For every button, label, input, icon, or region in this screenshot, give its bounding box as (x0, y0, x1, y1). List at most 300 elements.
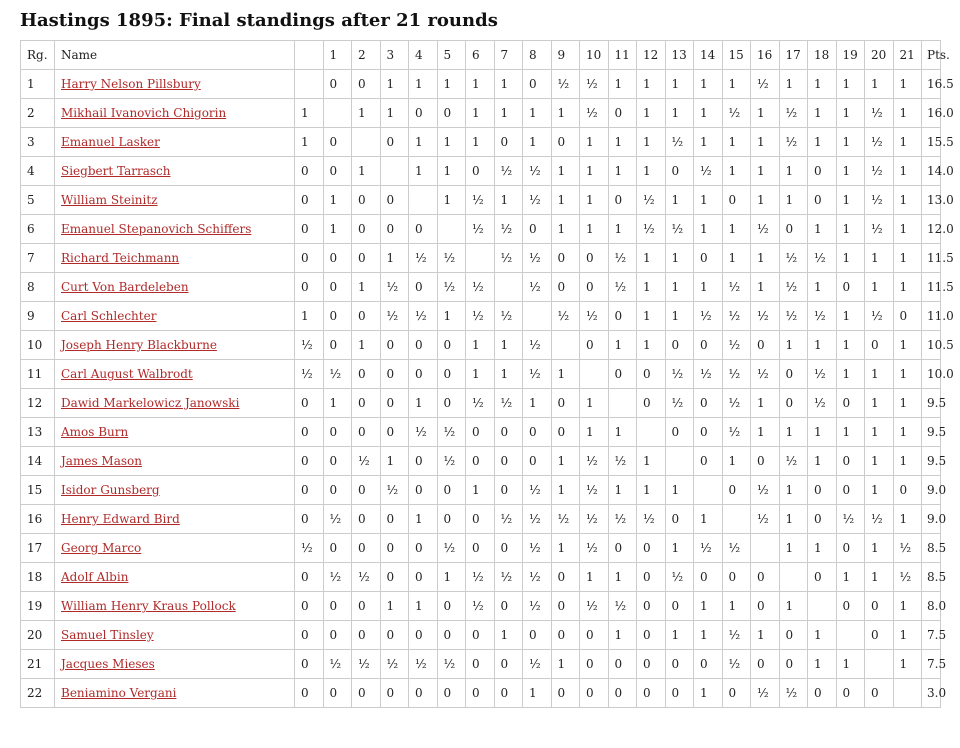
table-row (21, 389, 941, 418)
name-cell (55, 186, 295, 215)
rank-cell: 20 (21, 621, 55, 650)
name-cell (55, 360, 295, 389)
name-cell (55, 505, 295, 534)
result-cell: 0 (808, 186, 837, 215)
result-cell: 1 (836, 128, 865, 157)
result-cell: 0 (722, 186, 751, 215)
result-cell: 0 (352, 476, 381, 505)
result-cell: 0 (380, 505, 409, 534)
result-cell: 0 (295, 476, 324, 505)
result-cell: 0 (409, 215, 438, 244)
result-cell: 0 (380, 215, 409, 244)
result-cell (665, 447, 694, 476)
round-header-13: 13 (665, 41, 694, 70)
result-cell: 0 (295, 418, 324, 447)
result-cell (779, 563, 808, 592)
result-cell: 1 (779, 476, 808, 505)
player-link[interactable]: Carl August Walbrodt (61, 367, 193, 381)
points-cell: 14.0 (922, 157, 941, 186)
result-cell: 0 (893, 302, 922, 331)
result-cell: ½ (637, 215, 666, 244)
player-link[interactable]: Curt Von Bardeleben (61, 280, 189, 294)
result-cell: 1 (779, 534, 808, 563)
result-cell: 1 (409, 389, 438, 418)
result-cell (893, 679, 922, 708)
result-cell: 0 (779, 215, 808, 244)
result-cell: 1 (494, 331, 523, 360)
result-cell: 1 (893, 186, 922, 215)
result-cell: 0 (637, 621, 666, 650)
result-cell: 0 (865, 679, 894, 708)
result-cell: ½ (494, 157, 523, 186)
points-cell: 12.0 (922, 215, 941, 244)
points-cell: 8.0 (922, 592, 941, 621)
result-cell: 1 (865, 534, 894, 563)
result-cell: 0 (323, 534, 352, 563)
result-cell: ½ (580, 302, 609, 331)
result-cell: 0 (494, 447, 523, 476)
result-cell: 1 (808, 215, 837, 244)
name-cell (55, 99, 295, 128)
result-cell: 1 (779, 331, 808, 360)
result-cell: 1 (380, 592, 409, 621)
result-cell: 1 (323, 389, 352, 418)
table-row (21, 302, 941, 331)
result-cell: ½ (409, 650, 438, 679)
result-cell: ½ (494, 563, 523, 592)
player-link[interactable]: Carl Schlechter (61, 309, 157, 323)
name-cell (55, 621, 295, 650)
name-cell (55, 592, 295, 621)
result-cell: 1 (722, 215, 751, 244)
table-row (21, 447, 941, 476)
result-cell: 0 (323, 592, 352, 621)
result-cell: 1 (751, 389, 780, 418)
name-cell (55, 418, 295, 447)
result-cell: 0 (665, 592, 694, 621)
table-row (21, 273, 941, 302)
result-cell: 1 (637, 128, 666, 157)
result-cell: ½ (808, 389, 837, 418)
rank-cell: 17 (21, 534, 55, 563)
player-link[interactable]: Beniamino Vergani (61, 686, 177, 700)
result-cell: 1 (865, 70, 894, 99)
result-cell: ½ (694, 302, 723, 331)
name-cell (55, 679, 295, 708)
result-cell: 1 (608, 476, 637, 505)
result-cell: 1 (665, 186, 694, 215)
result-cell: 1 (637, 273, 666, 302)
result-cell: ½ (466, 563, 495, 592)
points-cell: 15.5 (922, 128, 941, 157)
result-cell: ½ (836, 505, 865, 534)
result-cell: 1 (551, 534, 580, 563)
result-cell: 0 (466, 621, 495, 650)
result-cell: 1 (608, 215, 637, 244)
round-header-9: 9 (551, 41, 580, 70)
result-cell: 1 (751, 418, 780, 447)
rank-cell: 1 (21, 70, 55, 99)
result-cell: 1 (466, 476, 495, 505)
round-header-7: 7 (494, 41, 523, 70)
result-cell: ½ (437, 650, 466, 679)
result-cell: 1 (694, 99, 723, 128)
result-cell: 1 (523, 128, 552, 157)
result-cell: 0 (494, 679, 523, 708)
rank-cell: 7 (21, 244, 55, 273)
player-link[interactable]: Emanuel Lasker (61, 135, 160, 149)
table-row (21, 418, 941, 447)
result-cell: 1 (836, 244, 865, 273)
result-cell: 0 (779, 650, 808, 679)
player-link[interactable]: William Henry Kraus Pollock (61, 599, 236, 613)
result-cell: 0 (437, 331, 466, 360)
result-cell: 1 (836, 99, 865, 128)
result-cell: 0 (380, 418, 409, 447)
result-cell: ½ (494, 244, 523, 273)
name-cell (55, 534, 295, 563)
result-cell: 0 (295, 186, 324, 215)
result-cell: 1 (836, 186, 865, 215)
table-row (21, 505, 941, 534)
result-cell: 1 (694, 505, 723, 534)
result-cell: 1 (836, 331, 865, 360)
result-cell: 0 (608, 302, 637, 331)
result-cell: 0 (580, 679, 609, 708)
result-cell: 0 (437, 505, 466, 534)
result-cell: ½ (323, 563, 352, 592)
result-cell: ½ (865, 128, 894, 157)
result-cell (608, 389, 637, 418)
result-cell: ½ (295, 331, 324, 360)
result-cell: 0 (865, 592, 894, 621)
result-cell (295, 70, 324, 99)
result-cell: ½ (722, 273, 751, 302)
result-cell: 1 (580, 128, 609, 157)
name-cell (55, 157, 295, 186)
name-cell (55, 273, 295, 302)
result-cell: 1 (893, 360, 922, 389)
result-cell: 0 (352, 360, 381, 389)
result-cell: 0 (808, 476, 837, 505)
result-cell (808, 592, 837, 621)
result-cell: ½ (694, 360, 723, 389)
result-cell: 0 (551, 592, 580, 621)
result-cell: ½ (494, 302, 523, 331)
result-cell: 0 (494, 534, 523, 563)
result-cell: ½ (580, 70, 609, 99)
result-cell: 1 (779, 157, 808, 186)
result-cell: ½ (694, 534, 723, 563)
result-cell: 0 (751, 563, 780, 592)
result-cell: 0 (295, 621, 324, 650)
result-cell: ½ (466, 273, 495, 302)
result-cell: ½ (865, 302, 894, 331)
result-cell: 1 (580, 418, 609, 447)
result-cell: ½ (722, 389, 751, 418)
result-cell: 1 (637, 99, 666, 128)
rank-cell: 3 (21, 128, 55, 157)
result-cell: 0 (352, 302, 381, 331)
result-cell: 1 (352, 331, 381, 360)
rank-cell: 15 (21, 476, 55, 505)
result-cell: 0 (551, 273, 580, 302)
result-cell: 1 (466, 331, 495, 360)
result-cell: ½ (751, 360, 780, 389)
result-cell: ½ (893, 534, 922, 563)
result-cell: 1 (865, 244, 894, 273)
result-cell: 0 (779, 360, 808, 389)
result-cell: 1 (836, 418, 865, 447)
result-cell: 0 (295, 157, 324, 186)
result-cell: 0 (808, 563, 837, 592)
result-cell: ½ (523, 360, 552, 389)
result-cell: 0 (352, 215, 381, 244)
result-cell: 0 (637, 679, 666, 708)
result-cell: 0 (694, 563, 723, 592)
result-cell: 1 (893, 331, 922, 360)
result-cell: 0 (523, 215, 552, 244)
result-cell: ½ (494, 505, 523, 534)
result-cell: 1 (836, 157, 865, 186)
result-cell: 0 (637, 534, 666, 563)
result-cell: 0 (494, 592, 523, 621)
player-link[interactable]: Georg Marco (61, 541, 142, 555)
player-link[interactable]: Dawid Markelowicz Janowski (61, 396, 240, 410)
result-cell: ½ (352, 447, 381, 476)
result-cell: ½ (722, 534, 751, 563)
result-cell: 0 (494, 128, 523, 157)
result-cell: 0 (323, 621, 352, 650)
result-cell: ½ (665, 563, 694, 592)
result-cell: 1 (694, 70, 723, 99)
result-cell: ½ (494, 215, 523, 244)
result-cell: 0 (409, 621, 438, 650)
result-cell: ½ (523, 650, 552, 679)
points-cell: 3.0 (922, 679, 941, 708)
result-cell: 1 (523, 389, 552, 418)
result-cell: 0 (466, 447, 495, 476)
result-cell: 1 (551, 447, 580, 476)
result-cell: ½ (437, 418, 466, 447)
result-cell: 1 (694, 592, 723, 621)
result-cell: 1 (665, 244, 694, 273)
result-cell: 1 (608, 128, 637, 157)
result-cell: 0 (836, 534, 865, 563)
result-cell: 1 (295, 99, 324, 128)
result-cell: ½ (751, 476, 780, 505)
result-cell: 0 (580, 273, 609, 302)
result-cell: 1 (551, 360, 580, 389)
result-cell: ½ (665, 215, 694, 244)
result-cell: ½ (323, 650, 352, 679)
player-link[interactable]: Siegbert Tarrasch (61, 164, 171, 178)
result-cell: 0 (352, 592, 381, 621)
result-cell: 1 (893, 621, 922, 650)
result-cell: ½ (352, 650, 381, 679)
result-cell: 0 (637, 360, 666, 389)
result-cell (580, 360, 609, 389)
result-cell (352, 128, 381, 157)
result-cell: ½ (637, 186, 666, 215)
result-cell: 0 (551, 563, 580, 592)
name-cell (55, 563, 295, 592)
result-cell: 0 (551, 244, 580, 273)
table-row (21, 534, 941, 563)
result-cell: 0 (751, 447, 780, 476)
points-cell: 11.0 (922, 302, 941, 331)
result-cell: ½ (865, 215, 894, 244)
rank-cell: 4 (21, 157, 55, 186)
result-cell: 0 (323, 70, 352, 99)
result-cell: ½ (523, 563, 552, 592)
player-link[interactable]: Richard Teichmann (61, 251, 180, 265)
player-link[interactable]: Joseph Henry Blackburne (61, 338, 217, 352)
result-cell: ½ (580, 476, 609, 505)
result-cell: 0 (779, 389, 808, 418)
result-cell: 0 (865, 331, 894, 360)
result-cell: ½ (751, 679, 780, 708)
player-link[interactable]: Harry Nelson Pillsbury (61, 77, 201, 91)
result-cell: 0 (751, 650, 780, 679)
result-cell: 1 (779, 505, 808, 534)
round-header-6: 6 (466, 41, 495, 70)
result-cell: 0 (380, 389, 409, 418)
result-cell: ½ (466, 186, 495, 215)
result-cell: 0 (323, 302, 352, 331)
result-cell: ½ (523, 476, 552, 505)
result-cell: 0 (295, 244, 324, 273)
result-cell: 1 (893, 273, 922, 302)
player-link[interactable]: Amos Burn (61, 425, 129, 439)
blank-header (295, 41, 324, 70)
player-link[interactable]: Isidor Gunsberg (61, 483, 160, 497)
result-cell: 1 (494, 621, 523, 650)
result-cell: 1 (751, 128, 780, 157)
round-header-8: 8 (523, 41, 552, 70)
result-cell: ½ (637, 505, 666, 534)
result-cell: 0 (466, 505, 495, 534)
player-link[interactable]: Henry Edward Bird (61, 512, 180, 526)
points-cell: 9.5 (922, 418, 941, 447)
result-cell: 0 (808, 679, 837, 708)
round-header-4: 4 (409, 41, 438, 70)
result-cell: 1 (865, 418, 894, 447)
result-cell: 0 (893, 476, 922, 505)
result-cell: 1 (466, 99, 495, 128)
result-cell: 0 (323, 476, 352, 505)
player-link[interactable]: William Steinitz (61, 193, 158, 207)
result-cell: ½ (580, 99, 609, 128)
result-cell: 0 (580, 244, 609, 273)
result-cell: 1 (466, 70, 495, 99)
result-cell: 1 (523, 679, 552, 708)
result-cell: 1 (437, 157, 466, 186)
result-cell: 0 (409, 273, 438, 302)
result-cell: 1 (722, 157, 751, 186)
result-cell: 1 (295, 128, 324, 157)
player-link[interactable]: Mikhail Ivanovich Chigorin (61, 106, 227, 120)
result-cell: 0 (466, 650, 495, 679)
result-cell: 1 (808, 534, 837, 563)
result-cell: 1 (637, 70, 666, 99)
result-cell: 0 (380, 679, 409, 708)
result-cell: 0 (380, 563, 409, 592)
result-cell: ½ (466, 389, 495, 418)
round-header-3: 3 (380, 41, 409, 70)
result-cell: 0 (295, 592, 324, 621)
result-cell: 1 (608, 418, 637, 447)
result-cell: 0 (836, 679, 865, 708)
round-header-16: 16 (751, 41, 780, 70)
result-cell: ½ (665, 389, 694, 418)
result-cell: 1 (893, 128, 922, 157)
round-header-5: 5 (437, 41, 466, 70)
result-cell: 1 (722, 128, 751, 157)
result-cell: ½ (580, 447, 609, 476)
rank-header: Rg. (21, 41, 55, 70)
player-link[interactable]: Adolf Albin (61, 570, 129, 584)
result-cell: ½ (409, 302, 438, 331)
result-cell: ½ (494, 389, 523, 418)
result-cell: 0 (295, 447, 324, 476)
result-cell: 1 (865, 563, 894, 592)
result-cell: 0 (409, 447, 438, 476)
result-cell: 1 (665, 302, 694, 331)
result-cell: 0 (751, 592, 780, 621)
result-cell: 0 (352, 534, 381, 563)
result-cell: 1 (437, 186, 466, 215)
result-cell: 0 (352, 505, 381, 534)
result-cell: ½ (466, 592, 495, 621)
player-link[interactable]: James Mason (61, 454, 142, 468)
result-cell: 1 (523, 99, 552, 128)
result-cell: 0 (523, 447, 552, 476)
result-cell: 1 (608, 70, 637, 99)
result-cell: 1 (323, 186, 352, 215)
result-cell: 1 (665, 476, 694, 505)
result-cell (836, 621, 865, 650)
result-cell: ½ (608, 505, 637, 534)
result-cell: 0 (637, 389, 666, 418)
table-row (21, 128, 941, 157)
result-cell: 1 (779, 186, 808, 215)
result-cell: ½ (409, 244, 438, 273)
result-cell: 0 (551, 418, 580, 447)
result-cell: 0 (437, 389, 466, 418)
result-cell: 0 (836, 476, 865, 505)
player-link[interactable]: Emanuel Stepanovich Schiffers (61, 222, 252, 236)
result-cell: 1 (836, 563, 865, 592)
result-cell: 1 (893, 244, 922, 273)
result-cell: 0 (409, 679, 438, 708)
result-cell: 0 (694, 389, 723, 418)
table-row (21, 157, 941, 186)
player-link[interactable]: Jacques Mieses (61, 657, 155, 671)
table-row (21, 70, 941, 99)
result-cell: ½ (523, 534, 552, 563)
points-cell: 13.0 (922, 186, 941, 215)
result-cell: 1 (380, 99, 409, 128)
result-cell: ½ (466, 215, 495, 244)
points-cell: 9.0 (922, 505, 941, 534)
result-cell: ½ (380, 476, 409, 505)
result-cell: 1 (409, 505, 438, 534)
player-link[interactable]: Samuel Tinsley (61, 628, 154, 642)
result-cell: 0 (295, 273, 324, 302)
result-cell: 1 (295, 302, 324, 331)
header-row (21, 41, 941, 70)
